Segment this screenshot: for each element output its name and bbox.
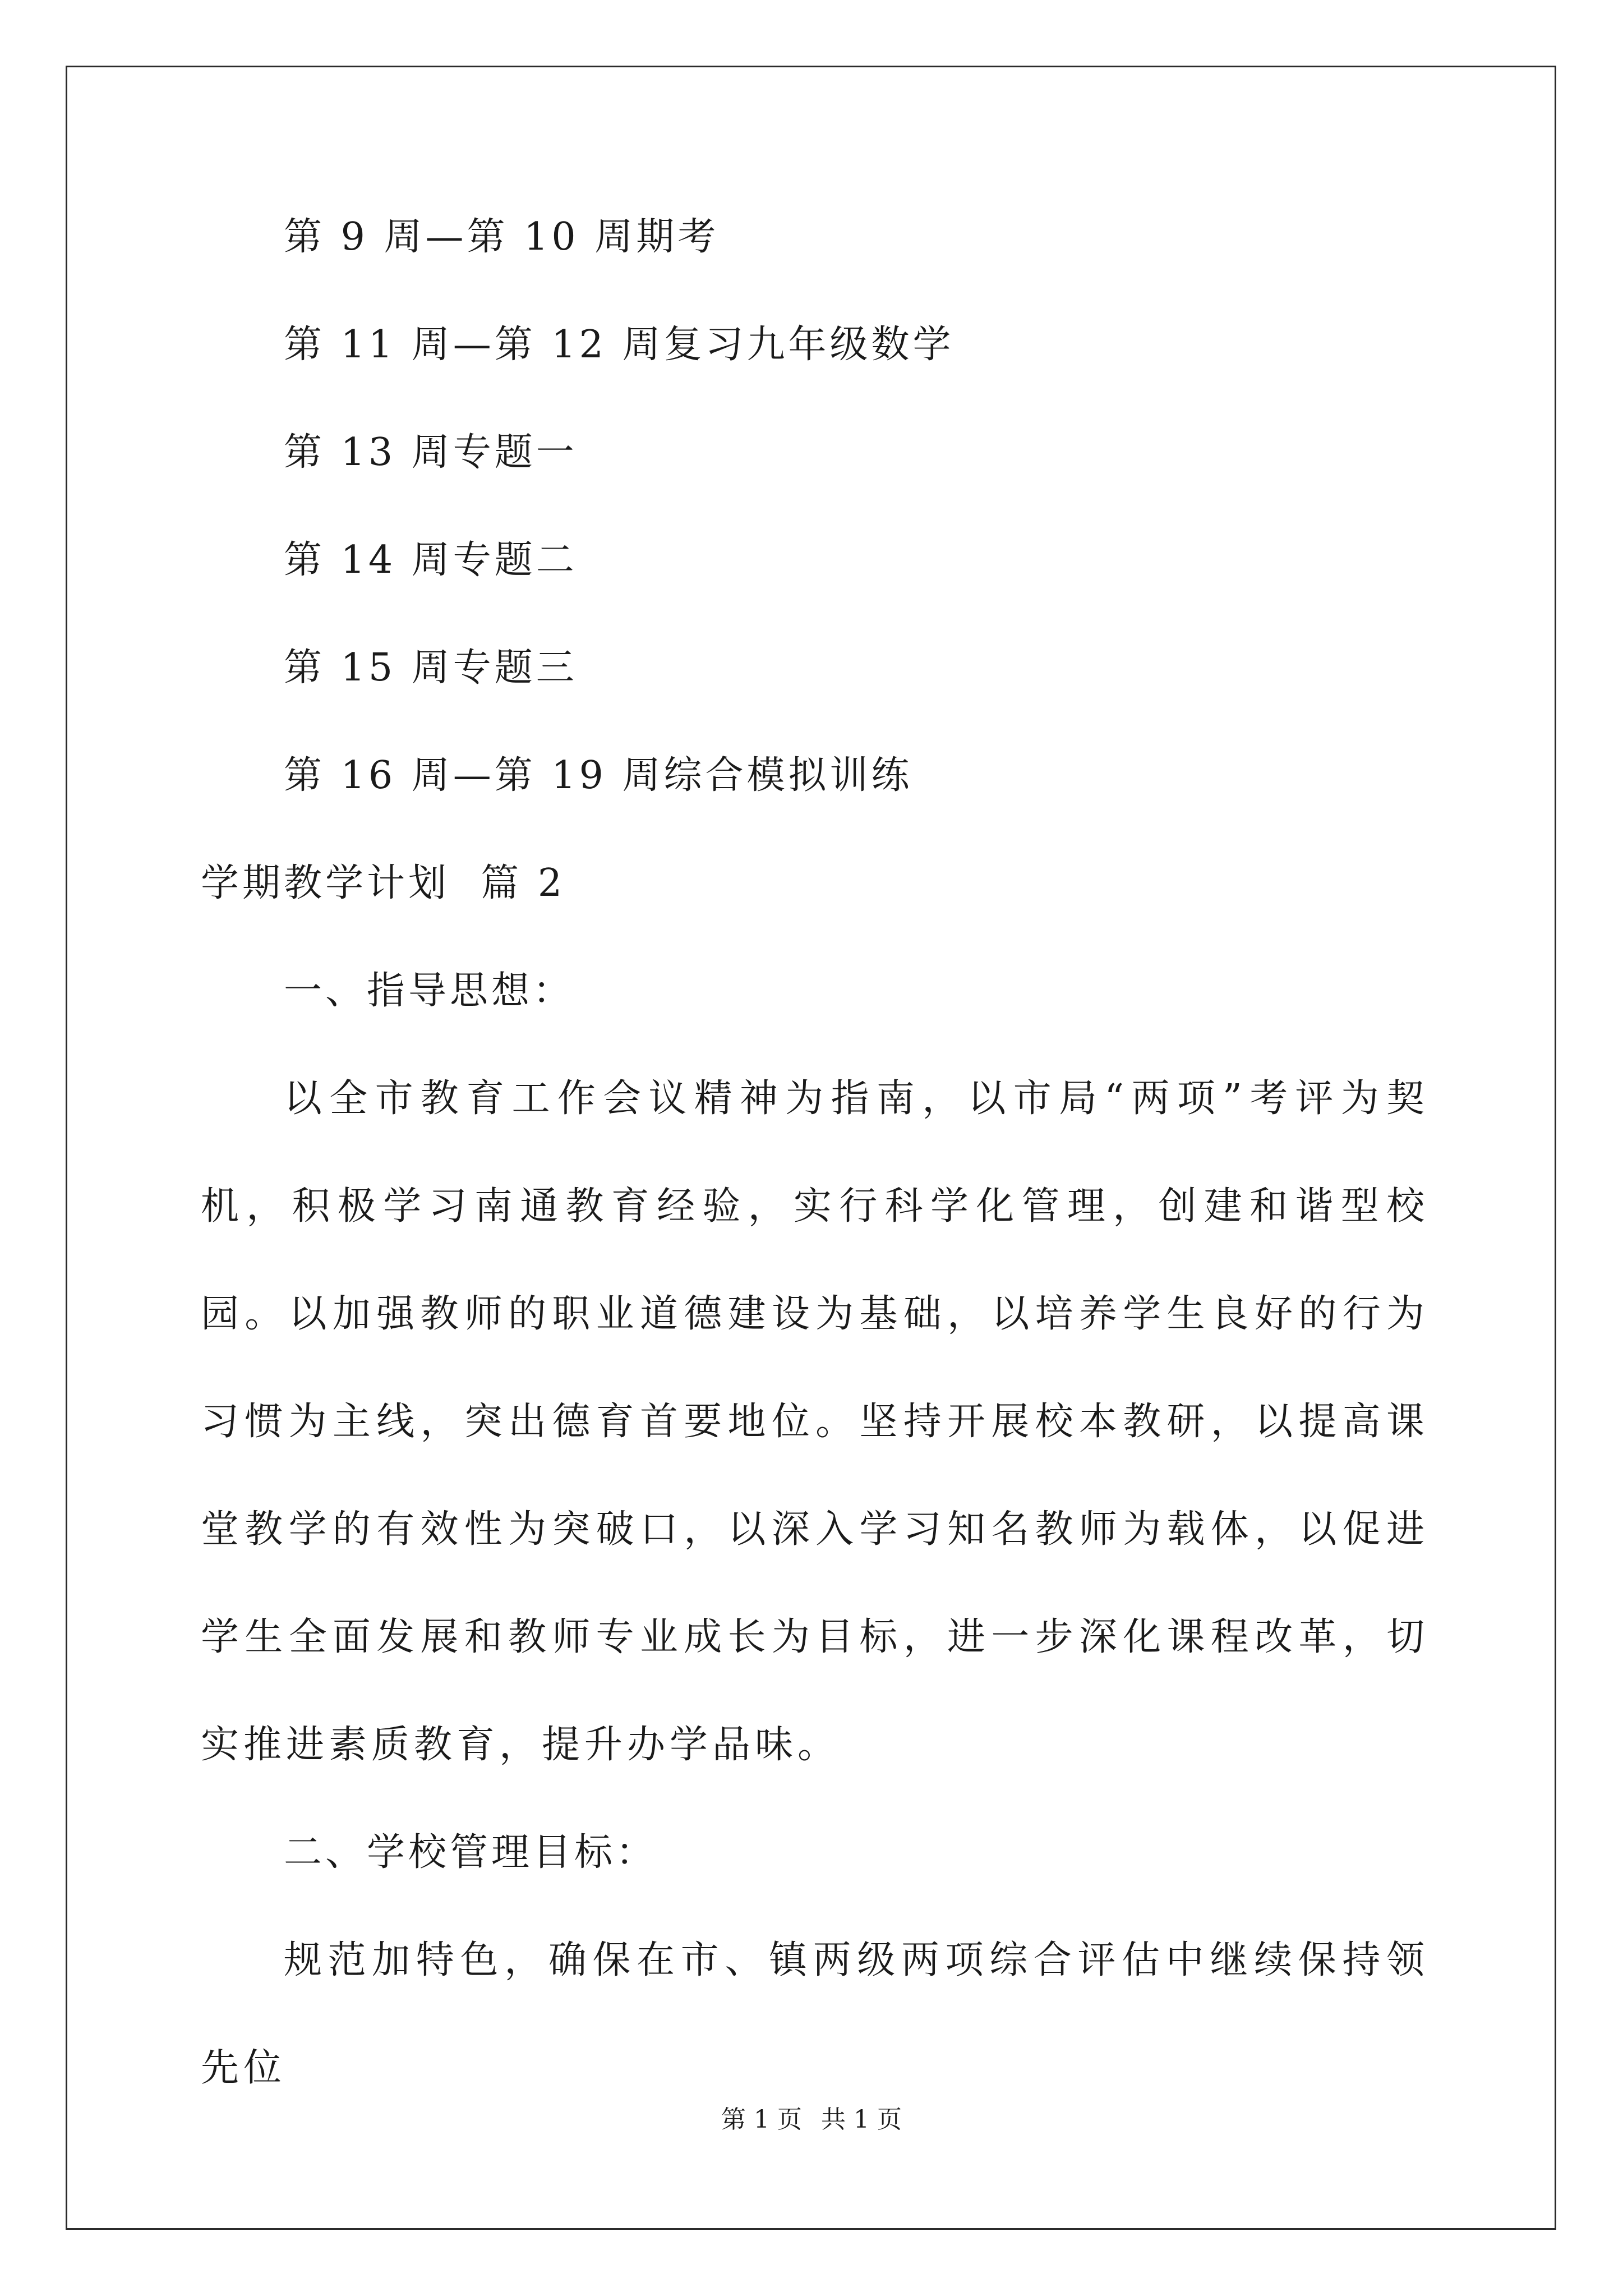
schedule-item: 第 16 周—第 19 周综合模拟训练 [284,753,913,798]
page-footer [0,2103,1623,2137]
page-number: 第 1 页 [721,2105,802,2134]
document-body [201,210,1435,2149]
schedule-item: 第 14 周专题二 [284,538,578,582]
schedule-item: 第 15 周专题三 [284,646,578,690]
schedule-item: 第 13 周专题一 [284,430,578,475]
section-title: 学期教学计划 篇 2 [201,861,566,905]
paragraph-management-goals: 规范加特色，确保在市、镇两级两项综合评估中继续保持领先位 [201,1938,1429,2090]
schedule-item: 第 11 周—第 12 周复习九年级数学 [284,323,955,367]
paragraph-guiding-ideology: 以全市教育工作会议精神为指南，以市局“两项”考评为契机，积极学习南通教育经验，实行科学化管理，创建和谐型校园。以加强教师的职业道德建设为基础，以培养学生良好的行为习惯为主线，突出德育首要地位。坚持开展校本教研，以提高课堂教学的有效性为突破口，以深入学习知名教师为载体，以促进学生全面发展和教师专业成长为目标，进一步深化课程改革，切实推进素质教育，提升办学品味。 [201,1076,1429,1767]
page-total: 共 1 页 [821,2105,902,2134]
heading-guiding-ideology: 一、指导思想： [284,969,575,1013]
schedule-item: 第 9 周—第 10 周期考 [284,215,720,259]
heading-management-goals: 二、学校管理目标： [284,1830,658,1875]
schedule-list [284,210,1435,803]
